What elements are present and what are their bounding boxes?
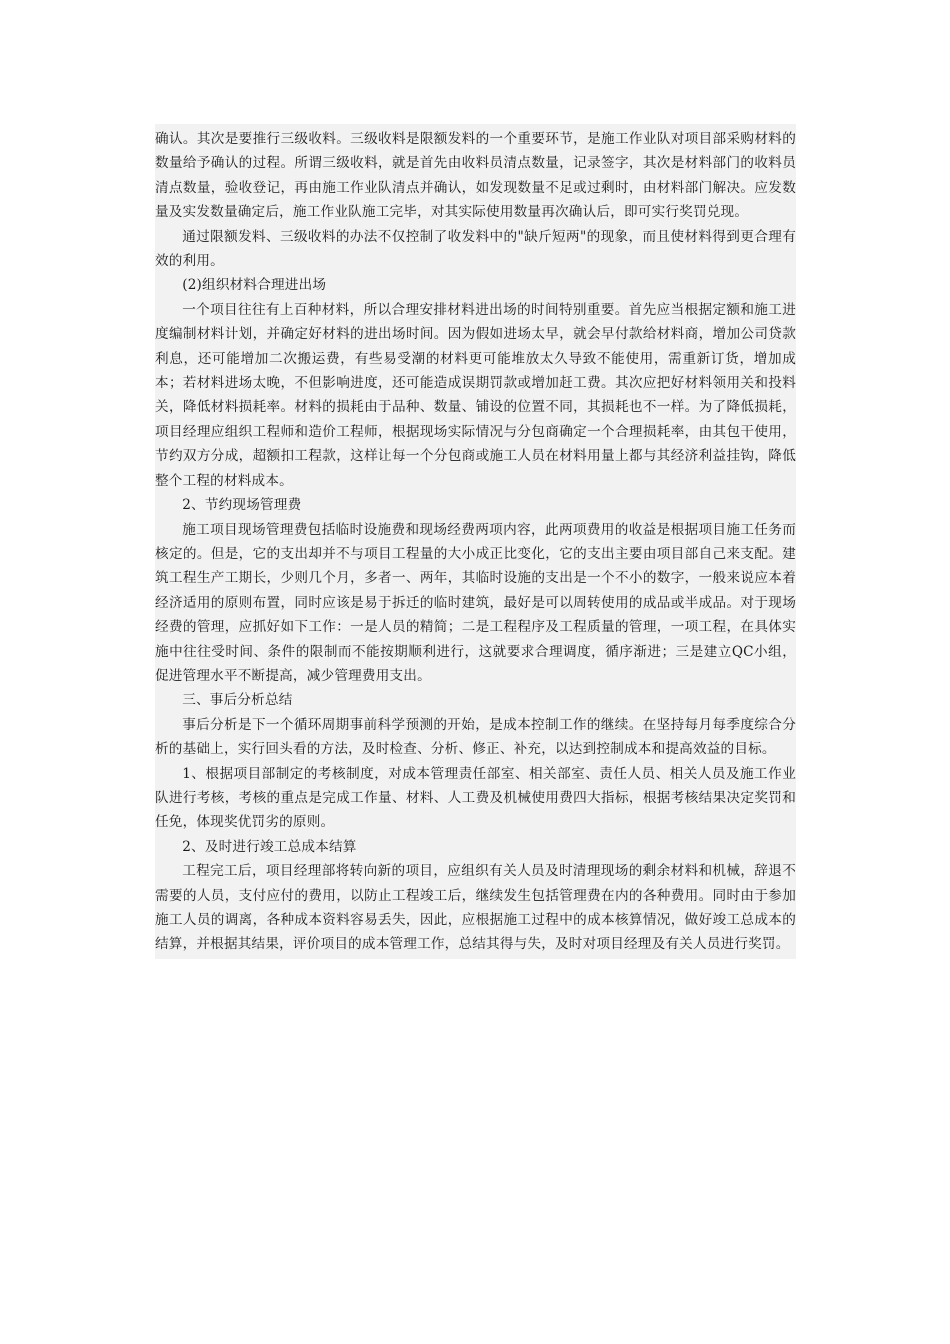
paragraph-limited-issuance: 通过限额发料、三级收料的办法不仅控制了收发料中的"缺斤短两"的现象，而且使材料得到更合理有效的利用。: [155, 228, 796, 270]
paragraph-post-analysis: 事后分析是下一个循环周期事前科学预测的开始，是成本控制工作的继续。在坚持每月每季度综合分析的基础上，实行回头看的方法，及时检查、分析、修正、补充，以达到控制成本和提高效益的目标。: [155, 716, 796, 758]
heading-post-analysis: 三、事后分析总结: [182, 692, 293, 709]
paragraph-site-management-fee: 施工项目现场管理费包括临时设施费和现场经费两项内容，此两项费用的收益是根据项目施工任务而核定的。但是，它的支出却并不与项目工程量的大小成正比变化，它的支出主要由项目部自己来支配。建筑工程生产工期长，少则几个月，多者一、两年，其临时设施的支出是一个不小的数字，一般来说应本着经济适用的原则布置，同时应该是易于拆迁的临时建筑，最好是可以周转使用的成品或半成品。对于现场经费的管理，应抓好如下工作：一是人员的精简；二是工程程序及工程质量的管理，一项工程，在具体实施中往往受时间、条件的限制而不能按期顺利进行，这就要求合理调度，循序渐进；三是建立QC小组，促进管理水平不断提高，减少管理费用支出。: [155, 521, 796, 684]
document-body: [155, 124, 796, 959]
paragraph-final-settlement: 工程完工后，项目经理部将转向新的项目，应组织有关人员及时清理现场的剩余材料和机械，辞退不需要的人员，支付应付的费用，以防止工程竣工后，继续发生包括管理费在内的各种费用。同时由于参加施工人员的调离，各种成本资料容易丢失，因此，应根据施工过程中的成本核算情况，做好竣工总成本的结算，并根据其结果，评价项目的成本管理工作，总结其得与失，及时对项目经理及有关人员进行奖罚。: [155, 863, 796, 953]
paragraph-continuation: 确认。其次是要推行三级收料。三级收料是限额发料的一个重要环节，是施工作业队对项目部采购材料的数量给予确认的过程。所谓三级收料，就是首先由收料员清点数量，记录签字，其次是材料部门的收料员清点数量，验收登记，再由施工作业队清点并确认，如发现数量不足或过剩时，由材料部门解决。应发数量及实发数量确定后，施工作业队施工完毕，对其实际使用数量再次确认后，即可实行奖罚兑现。: [155, 131, 796, 221]
paragraph-material-schedule: 一个项目往往有上百种材料，所以合理安排材料进出场的时间特别重要。首先应当根据定额和施工进度编制材料计划，并确定好材料的进出场时间。因为假如进场太早，就会早付款给材料商，增加公司贷款利息，还可能增加二次搬运费，有些易受潮的材料更可能堆放太久导致不能使用，需重新订货，增加成本；若材料进场太晚，不但影响进度，还可能造成误期罚款或增加赶工费。其次应把好材料领用关和投料关，降低材料损耗率。材料的损耗由于品种、数量、铺设的位置不同，其损耗也不一样。为了降低损耗，项目经理应组织工程师和造价工程师，根据现场实际情况与分包商确定一个合理损耗率，由其包干使用，节约双方分成，超额扣工程款，这样让每一个分包商或施工人员在材料用量上都与其经济利益挂钩，降低整个工程的材料成本。: [155, 301, 796, 489]
heading-final-settlement: 2、及时进行竣工总成本结算: [182, 838, 357, 855]
subheading-material-entry-exit: (2)组织材料合理进出场: [182, 277, 327, 294]
paragraph-assessment: 1、根据项目部制定的考核制度，对成本管理责任部室、相关部室、责任人员、相关人员及施工作业队进行考核，考核的重点是完成工作量、材料、人工费及机械使用费四大指标，根据考核结果决定奖罚和任免，体现奖优罚劣的原则。: [155, 765, 796, 831]
heading-site-management-fee: 2、节约现场管理费: [182, 497, 302, 514]
